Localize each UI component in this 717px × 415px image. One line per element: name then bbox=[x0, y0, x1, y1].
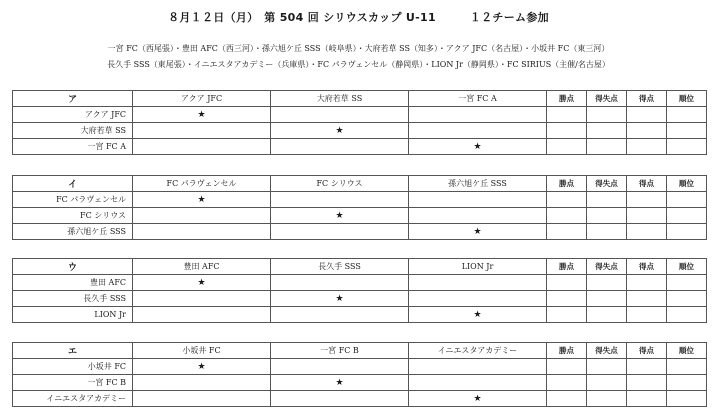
header-goals: 得点 bbox=[627, 343, 667, 359]
column-team: 小坂井 FC bbox=[133, 343, 271, 359]
table-row bbox=[13, 107, 707, 123]
column-team: 大府若草 SS bbox=[271, 91, 409, 107]
result-cell[interactable] bbox=[409, 375, 547, 391]
table-row bbox=[13, 192, 707, 208]
header-goal-diff: 得失点 bbox=[587, 91, 627, 107]
header-goals: 得点 bbox=[627, 176, 667, 192]
table-row bbox=[13, 307, 707, 323]
rank-cell[interactable] bbox=[667, 192, 707, 208]
points-cell[interactable] bbox=[547, 192, 587, 208]
goals-cell[interactable] bbox=[627, 123, 667, 139]
star-mark-icon: ★ bbox=[335, 125, 344, 136]
points-cell[interactable] bbox=[547, 208, 587, 224]
self-match-cell bbox=[409, 307, 547, 323]
goals-cell[interactable] bbox=[627, 307, 667, 323]
row-team-name: FC パラヴェンセル bbox=[13, 192, 133, 208]
star-mark-icon: ★ bbox=[473, 309, 482, 320]
header-rank: 順位 bbox=[667, 259, 707, 275]
header-rank: 順位 bbox=[667, 91, 707, 107]
group-header-row bbox=[13, 176, 707, 192]
points-cell[interactable] bbox=[547, 123, 587, 139]
star-mark-icon: ★ bbox=[197, 109, 206, 120]
column-team: イニエスタアカデミー bbox=[409, 343, 547, 359]
goals-cell[interactable] bbox=[627, 391, 667, 407]
goals-cell[interactable] bbox=[627, 291, 667, 307]
result-cell[interactable] bbox=[133, 123, 271, 139]
star-mark-icon: ★ bbox=[197, 277, 206, 288]
result-cell[interactable] bbox=[133, 291, 271, 307]
result-cell[interactable] bbox=[271, 192, 409, 208]
self-match-cell bbox=[271, 291, 409, 307]
goal-diff-cell[interactable] bbox=[587, 307, 627, 323]
rank-cell[interactable] bbox=[667, 359, 707, 375]
goal-diff-cell[interactable] bbox=[587, 224, 627, 240]
star-mark-icon: ★ bbox=[473, 393, 482, 404]
rank-cell[interactable] bbox=[667, 208, 707, 224]
group-table-u bbox=[12, 258, 707, 323]
header-points: 勝点 bbox=[547, 91, 587, 107]
header-goal-diff: 得失点 bbox=[587, 343, 627, 359]
rank-cell[interactable] bbox=[667, 139, 707, 155]
goals-cell[interactable] bbox=[627, 375, 667, 391]
star-mark-icon: ★ bbox=[197, 194, 206, 205]
goal-diff-cell[interactable] bbox=[587, 275, 627, 291]
group-table-e bbox=[12, 342, 707, 407]
result-cell[interactable] bbox=[133, 139, 271, 155]
header-points: 勝点 bbox=[547, 343, 587, 359]
header-goals: 得点 bbox=[627, 259, 667, 275]
result-cell[interactable] bbox=[271, 359, 409, 375]
rank-cell[interactable] bbox=[667, 123, 707, 139]
column-team: 長久手 SSS bbox=[271, 259, 409, 275]
result-cell[interactable] bbox=[409, 107, 547, 123]
self-match-cell bbox=[133, 107, 271, 123]
goal-diff-cell[interactable] bbox=[587, 139, 627, 155]
header-points: 勝点 bbox=[547, 259, 587, 275]
table-row bbox=[13, 375, 707, 391]
column-team: LION Jr bbox=[409, 259, 547, 275]
result-cell[interactable] bbox=[409, 208, 547, 224]
row-team-name: LION Jr bbox=[13, 307, 133, 323]
result-cell[interactable] bbox=[409, 359, 547, 375]
goal-diff-cell[interactable] bbox=[587, 208, 627, 224]
result-cell[interactable] bbox=[409, 192, 547, 208]
row-team-name: 豊田 AFC bbox=[13, 275, 133, 291]
points-cell[interactable] bbox=[547, 375, 587, 391]
table-row bbox=[13, 208, 707, 224]
points-cell[interactable] bbox=[547, 275, 587, 291]
goals-cell[interactable] bbox=[627, 192, 667, 208]
goals-cell[interactable] bbox=[627, 208, 667, 224]
group-table-a bbox=[12, 90, 707, 155]
column-team: FC パラヴェンセル bbox=[133, 176, 271, 192]
self-match-cell bbox=[133, 275, 271, 291]
column-team: FC シリウス bbox=[271, 176, 409, 192]
result-cell[interactable] bbox=[133, 208, 271, 224]
rank-cell[interactable] bbox=[667, 375, 707, 391]
goal-diff-cell[interactable] bbox=[587, 391, 627, 407]
row-team-name: 一宮 FC A bbox=[13, 139, 133, 155]
table-row bbox=[13, 224, 707, 240]
group-name: エ bbox=[13, 343, 133, 359]
table-row bbox=[13, 275, 707, 291]
result-cell[interactable] bbox=[271, 391, 409, 407]
points-cell[interactable] bbox=[547, 359, 587, 375]
self-match-cell bbox=[271, 208, 409, 224]
points-cell[interactable] bbox=[547, 224, 587, 240]
star-mark-icon: ★ bbox=[335, 293, 344, 304]
table-row bbox=[13, 123, 707, 139]
header-goal-diff: 得失点 bbox=[587, 176, 627, 192]
goals-cell[interactable] bbox=[627, 224, 667, 240]
rank-cell[interactable] bbox=[667, 307, 707, 323]
goal-diff-cell[interactable] bbox=[587, 107, 627, 123]
points-cell[interactable] bbox=[547, 391, 587, 407]
goal-diff-cell[interactable] bbox=[587, 291, 627, 307]
column-team: 豊田 AFC bbox=[133, 259, 271, 275]
group-header-row bbox=[13, 259, 707, 275]
rank-cell[interactable] bbox=[667, 107, 707, 123]
table-row bbox=[13, 139, 707, 155]
self-match-cell bbox=[133, 192, 271, 208]
group-name: ウ bbox=[13, 259, 133, 275]
column-team: アクア JFC bbox=[133, 91, 271, 107]
star-mark-icon: ★ bbox=[473, 141, 482, 152]
row-team-name: 一宮 FC B bbox=[13, 375, 133, 391]
header-rank: 順位 bbox=[667, 343, 707, 359]
row-team-name: 大府若草 SS bbox=[13, 123, 133, 139]
result-cell[interactable] bbox=[271, 307, 409, 323]
group-table-i bbox=[12, 175, 707, 240]
page-title: ８月１２日（月） 第 504 回 シリウスカップ U-11 １２チーム参加 bbox=[168, 11, 549, 24]
column-team: 一宮 FC B bbox=[271, 343, 409, 359]
rank-cell[interactable] bbox=[667, 275, 707, 291]
header-points: 勝点 bbox=[547, 176, 587, 192]
header-rank: 順位 bbox=[667, 176, 707, 192]
row-team-name: 長久手 SSS bbox=[13, 291, 133, 307]
star-mark-icon: ★ bbox=[335, 377, 344, 388]
self-match-cell bbox=[133, 359, 271, 375]
result-cell[interactable] bbox=[133, 224, 271, 240]
star-mark-icon: ★ bbox=[473, 226, 482, 237]
goals-cell[interactable] bbox=[627, 359, 667, 375]
participants-line-2: 長久手 SSS（東尾張）・イニエスタアカデミー（兵庫県）・FC パラヴェンセル（静岡県）・LION Jr（静岡県）・FC SIRIUS（主催/名古屋） bbox=[107, 60, 610, 69]
group-name: イ bbox=[13, 176, 133, 192]
participants-line-1: 一宮 FC（西尾張）・豊田 AFC（西三河）・孫六旭ケ丘 SSS（岐阜県）・大府若草 SS（知多）・アクア JFC（名古屋）・小坂井 FC（東三河） bbox=[107, 44, 610, 53]
group-name: ア bbox=[13, 91, 133, 107]
goal-diff-cell[interactable] bbox=[587, 123, 627, 139]
points-cell[interactable] bbox=[547, 139, 587, 155]
table-row bbox=[13, 359, 707, 375]
goals-cell[interactable] bbox=[627, 107, 667, 123]
header-goals: 得点 bbox=[627, 91, 667, 107]
result-cell[interactable] bbox=[271, 275, 409, 291]
self-match-cell bbox=[409, 391, 547, 407]
goal-diff-cell[interactable] bbox=[587, 375, 627, 391]
row-team-name: アクア JFC bbox=[13, 107, 133, 123]
table-row bbox=[13, 291, 707, 307]
result-cell[interactable] bbox=[133, 375, 271, 391]
column-team: 一宮 FC A bbox=[409, 91, 547, 107]
result-cell[interactable] bbox=[409, 123, 547, 139]
rank-cell[interactable] bbox=[667, 391, 707, 407]
points-cell[interactable] bbox=[547, 291, 587, 307]
table-row bbox=[13, 391, 707, 407]
rank-cell[interactable] bbox=[667, 291, 707, 307]
group-header-row bbox=[13, 343, 707, 359]
result-cell[interactable] bbox=[271, 224, 409, 240]
self-match-cell bbox=[409, 224, 547, 240]
points-cell[interactable] bbox=[547, 107, 587, 123]
result-cell[interactable] bbox=[409, 275, 547, 291]
goals-cell[interactable] bbox=[627, 139, 667, 155]
goal-diff-cell[interactable] bbox=[587, 192, 627, 208]
goal-diff-cell[interactable] bbox=[587, 359, 627, 375]
result-cell[interactable] bbox=[133, 391, 271, 407]
result-cell[interactable] bbox=[409, 291, 547, 307]
column-team: 孫六旭ケ丘 SSS bbox=[409, 176, 547, 192]
result-cell[interactable] bbox=[271, 139, 409, 155]
row-team-name: FC シリウス bbox=[13, 208, 133, 224]
row-team-name: イニエスタアカデミー bbox=[13, 391, 133, 407]
header-goal-diff: 得失点 bbox=[587, 259, 627, 275]
self-match-cell bbox=[409, 139, 547, 155]
points-cell[interactable] bbox=[547, 307, 587, 323]
self-match-cell bbox=[271, 123, 409, 139]
self-match-cell bbox=[271, 375, 409, 391]
result-cell[interactable] bbox=[271, 107, 409, 123]
goals-cell[interactable] bbox=[627, 275, 667, 291]
rank-cell[interactable] bbox=[667, 224, 707, 240]
result-cell[interactable] bbox=[133, 307, 271, 323]
star-mark-icon: ★ bbox=[335, 210, 344, 221]
row-team-name: 孫六旭ケ丘 SSS bbox=[13, 224, 133, 240]
group-header-row bbox=[13, 91, 707, 107]
row-team-name: 小坂井 FC bbox=[13, 359, 133, 375]
star-mark-icon: ★ bbox=[197, 361, 206, 372]
